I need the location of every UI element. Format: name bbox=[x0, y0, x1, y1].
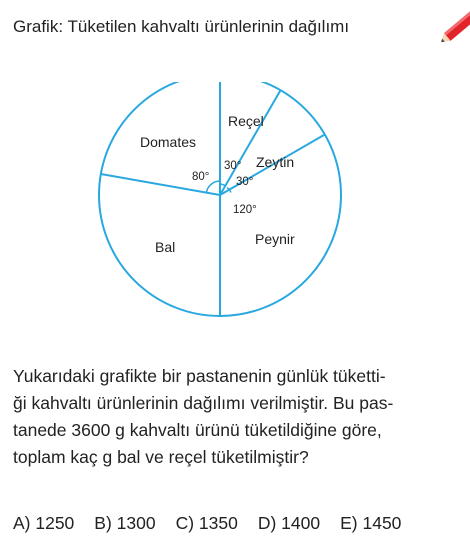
angle-label-zeytin: 30° bbox=[236, 176, 254, 188]
question-line: Yukarıdaki grafikte bir pastanenin günlük tüketti- bbox=[13, 366, 386, 386]
angle-label-recel: 30° bbox=[224, 160, 242, 172]
question-text bbox=[13, 363, 465, 471]
option-c[interactable]: C) 1350 bbox=[175, 513, 238, 533]
page-title: Grafik: Tüketilen kahvaltı ürünlerinin dağılımı bbox=[13, 17, 350, 36]
slice-label-peynir: Peynir bbox=[255, 231, 295, 247]
question-line: toplam kaç g bal ve reçel tüketilmiştir? bbox=[13, 447, 309, 467]
pie-chart bbox=[96, 82, 348, 318]
option-d[interactable]: D) 1400 bbox=[257, 513, 321, 533]
slice-label-bal: Bal bbox=[155, 239, 176, 255]
question-line: ği kahvaltı ürünlerinin dağılımı verilmiştir. Bu pas- bbox=[13, 393, 394, 413]
slice-label-recel: Reçel bbox=[228, 113, 264, 129]
option-e[interactable]: E) 1450 bbox=[340, 513, 402, 533]
slice-label-zeytin: Zeytin bbox=[256, 154, 295, 170]
option-a[interactable]: A) 1250 bbox=[13, 513, 75, 533]
pencil-icon bbox=[438, 8, 470, 48]
question-line: tanede 3600 g kahvaltı ürünü tüketildiğine göre, bbox=[13, 420, 382, 440]
angle-label-peynir: 120° bbox=[233, 204, 257, 216]
option-b[interactable]: B) 1300 bbox=[94, 513, 156, 533]
angle-label-domates: 80° bbox=[192, 171, 210, 183]
slice-label-domates: Domates bbox=[140, 134, 197, 150]
answer-options bbox=[13, 512, 465, 534]
